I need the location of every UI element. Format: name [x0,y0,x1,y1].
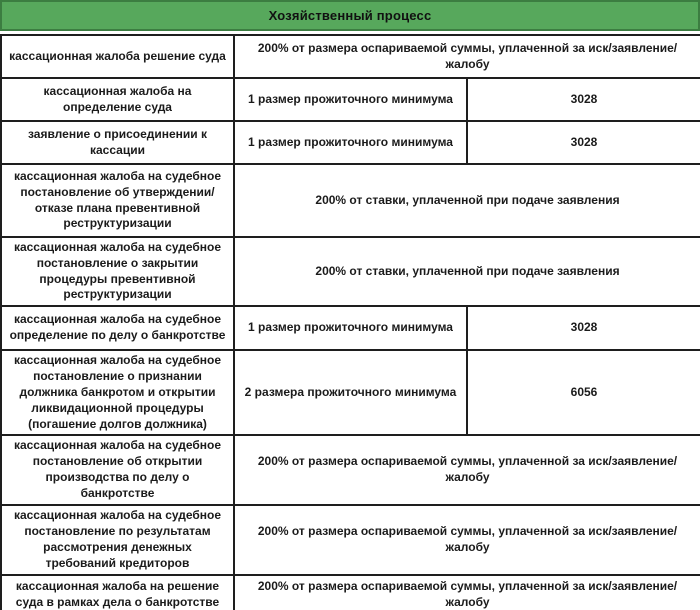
table-row [1,575,700,610]
case-type-cell: кассационная жалоба на судебное определение по делу о банкротстве [1,306,234,350]
table-row [1,435,700,504]
case-type-cell: кассационная жалоба решение суда [1,35,234,78]
case-type-cell: кассационная жалоба на решение суда в рамках дела о банкротстве [1,575,234,610]
case-type-cell: кассационная жалоба на судебное постановление об открытии производства по делу о банкротстве [1,435,234,504]
fee-basis-cell: 200% от ставки, уплаченной при подаче заявления [234,164,700,237]
table-row [1,350,700,435]
fee-basis-cell: 200% от ставки, уплаченной при подаче заявления [234,237,700,306]
fee-table [0,34,700,610]
fee-basis-cell: 1 размер прожиточного минимума [234,121,467,164]
table-row [1,35,700,78]
table-row [1,505,700,575]
fee-basis-cell: 200% от размера оспариваемой суммы, уплаченной за иск/заявление/жалобу [234,505,700,575]
table-row [1,237,700,306]
amount-cell: 6056 [467,350,700,435]
fee-basis-cell: 2 размера прожиточного минимума [234,350,467,435]
table-row [1,121,700,164]
table-row [1,306,700,350]
amount-cell: 3028 [467,306,700,350]
table-header [0,0,700,31]
table-row [1,164,700,237]
fee-basis-cell: 200% от размера оспариваемой суммы, уплаченной за иск/заявление/жалобу [234,575,700,610]
table-row [1,78,700,121]
case-type-cell: кассационная жалоба на судебное постановление по результатам рассмотрения денежных требований кредиторов [1,505,234,575]
case-type-cell: кассационная жалоба на судебное постановление о закрытии процедуры превентивной реструктуризации [1,237,234,306]
fee-basis-cell: 1 размер прожиточного минимума [234,78,467,121]
amount-cell: 3028 [467,121,700,164]
amount-cell: 3028 [467,78,700,121]
case-type-cell: заявление о присоединении к кассации [1,121,234,164]
table-header-title: Хозяйственный процесс [268,8,432,23]
fee-basis-cell: 1 размер прожиточного минимума [234,306,467,350]
fee-basis-cell: 200% от размера оспариваемой суммы, уплаченной за иск/заявление/жалобу [234,35,700,78]
case-type-cell: кассационная жалоба на судебное постановление о признании должника банкротом и открытии ликвидационной процедуры (погашение долгов должника) [1,350,234,435]
fee-basis-cell: 200% от размера оспариваемой суммы, уплаченной за иск/заявление/жалобу [234,435,700,504]
case-type-cell: кассационная жалоба на судебное постановление об утверждении/отказе плана превентивной реструктуризации [1,164,234,237]
case-type-cell: кассационная жалоба на определение суда [1,78,234,121]
